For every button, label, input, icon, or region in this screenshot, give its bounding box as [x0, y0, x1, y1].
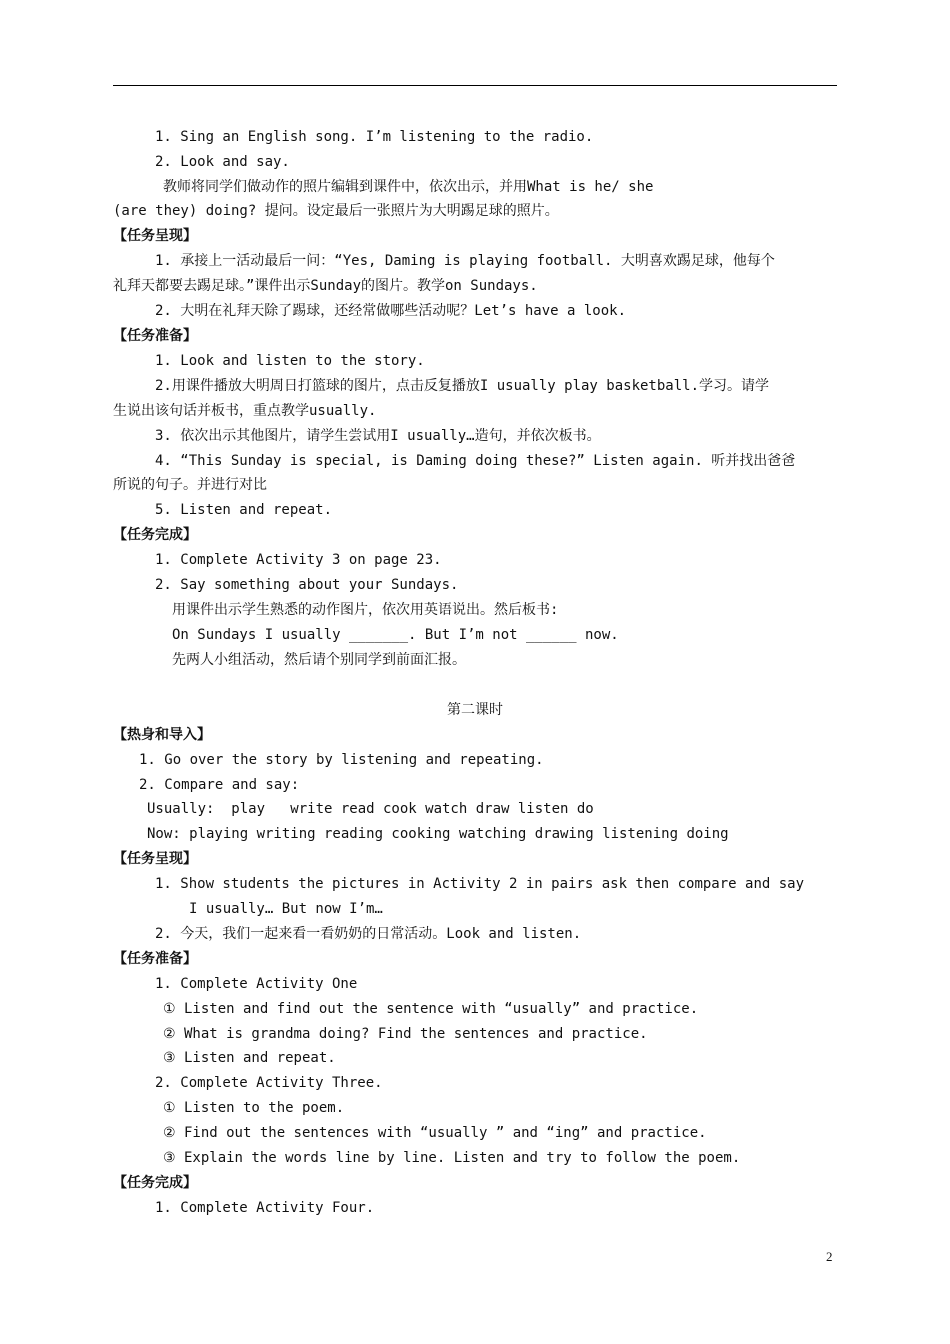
text-line: ③ Explain the words line by line. Listen and try to follow the poem. — [163, 1150, 741, 1166]
text-line: 1. Complete Activity One — [155, 976, 358, 992]
section-heading: 【任务呈现】 — [113, 228, 197, 244]
text-line: 2. 今天，我们一起来看一看奶奶的日常活动。Look and listen. — [155, 926, 582, 942]
text-line: ② What is grandma doing? Find the sentences and practice. — [163, 1026, 648, 1042]
text-line: 1. Complete Activity 3 on page 23. — [155, 552, 442, 568]
text-line: 1. Look and listen to the story. — [155, 353, 425, 369]
text-line: Now: playing writing reading cooking watching drawing listening doing — [147, 826, 729, 842]
text-line: 教师将同学们做动作的照片编辑到课件中，依次出示，并用What is he/ she — [163, 179, 654, 195]
text-line: 用课件出示学生熟悉的动作图片，依次用英语说出。然后板书: — [172, 602, 559, 618]
text-line: 2. Complete Activity Three. — [155, 1075, 383, 1091]
text-line: 2. Look and say. — [155, 154, 290, 170]
lesson-title: 第二课时 — [447, 702, 503, 718]
text-line: (are they) doing? 提问。设定最后一张照片为大明踢足球的照片。 — [113, 203, 559, 219]
text-line: 所说的句子。并进行对比 — [113, 477, 267, 493]
text-line: ① Listen and find out the sentence with “usually” and practice. — [163, 1001, 699, 1017]
section-heading: 【任务完成】 — [113, 527, 197, 543]
text-line: 1. Show students the pictures in Activity 2 in pairs ask then compare and say — [155, 876, 805, 892]
text-line: ① Listen to the poem. — [163, 1100, 345, 1116]
text-line: 1. Complete Activity Four. — [155, 1200, 375, 1216]
text-line: 1. 承接上一活动最后一问：“Yes, Daming is playing football. 大明喜欢踢足球，他每个 — [155, 253, 775, 269]
section-heading: 【热身和导入】 — [113, 727, 211, 743]
text-line: 先两人小组活动，然后请个别同学到前面汇报。 — [172, 652, 466, 668]
text-line: 4. “This Sunday is special, is Daming doing these?” Listen again. 听并找出爸爸 — [155, 453, 796, 469]
text-line: 1. Go over the story by listening and repeating. — [139, 752, 544, 768]
text-line: 2. 大明在礼拜天除了踢球，还经常做哪些活动呢？Let’s have a look. — [155, 303, 627, 319]
section-heading: 【任务呈现】 — [113, 851, 197, 867]
section-heading: 【任务准备】 — [113, 951, 197, 967]
header-rule — [113, 85, 837, 86]
section-heading: 【任务准备】 — [113, 328, 197, 344]
text-line: 礼拜天都要去踢足球。”课件出示Sunday的图片。教学on Sundays. — [113, 278, 538, 294]
text-line: 2.用课件播放大明周日打篮球的图片，点击反复播放I usually play basketball.学习。请学 — [155, 378, 770, 394]
text-line: I usually… But now I’m… — [189, 901, 383, 917]
text-line: ③ Listen and repeat. — [163, 1050, 336, 1066]
text-line: 3. 依次出示其他图片，请学生尝试用I usually…造句，并依次板书。 — [155, 428, 601, 444]
page-number: 2 — [826, 1249, 833, 1264]
text-line: 2. Say something about your Sundays. — [155, 577, 459, 593]
text-line: 1. Sing an English song. I’m listening to the radio. — [155, 129, 594, 145]
text-line: Usually: play write read cook watch draw listen do — [147, 801, 594, 817]
section-heading: 【任务完成】 — [113, 1175, 197, 1191]
text-line: 5. Listen and repeat. — [155, 502, 333, 518]
text-line: 2. Compare and say: — [139, 777, 300, 793]
text-line: On Sundays I usually _______. But I’m not ______ now. — [172, 627, 619, 643]
text-line: ② Find out the sentences with “usually ” and “ing” and practice. — [163, 1125, 707, 1141]
text-line: 生说出该句话并板书，重点教学usually. — [113, 403, 377, 419]
